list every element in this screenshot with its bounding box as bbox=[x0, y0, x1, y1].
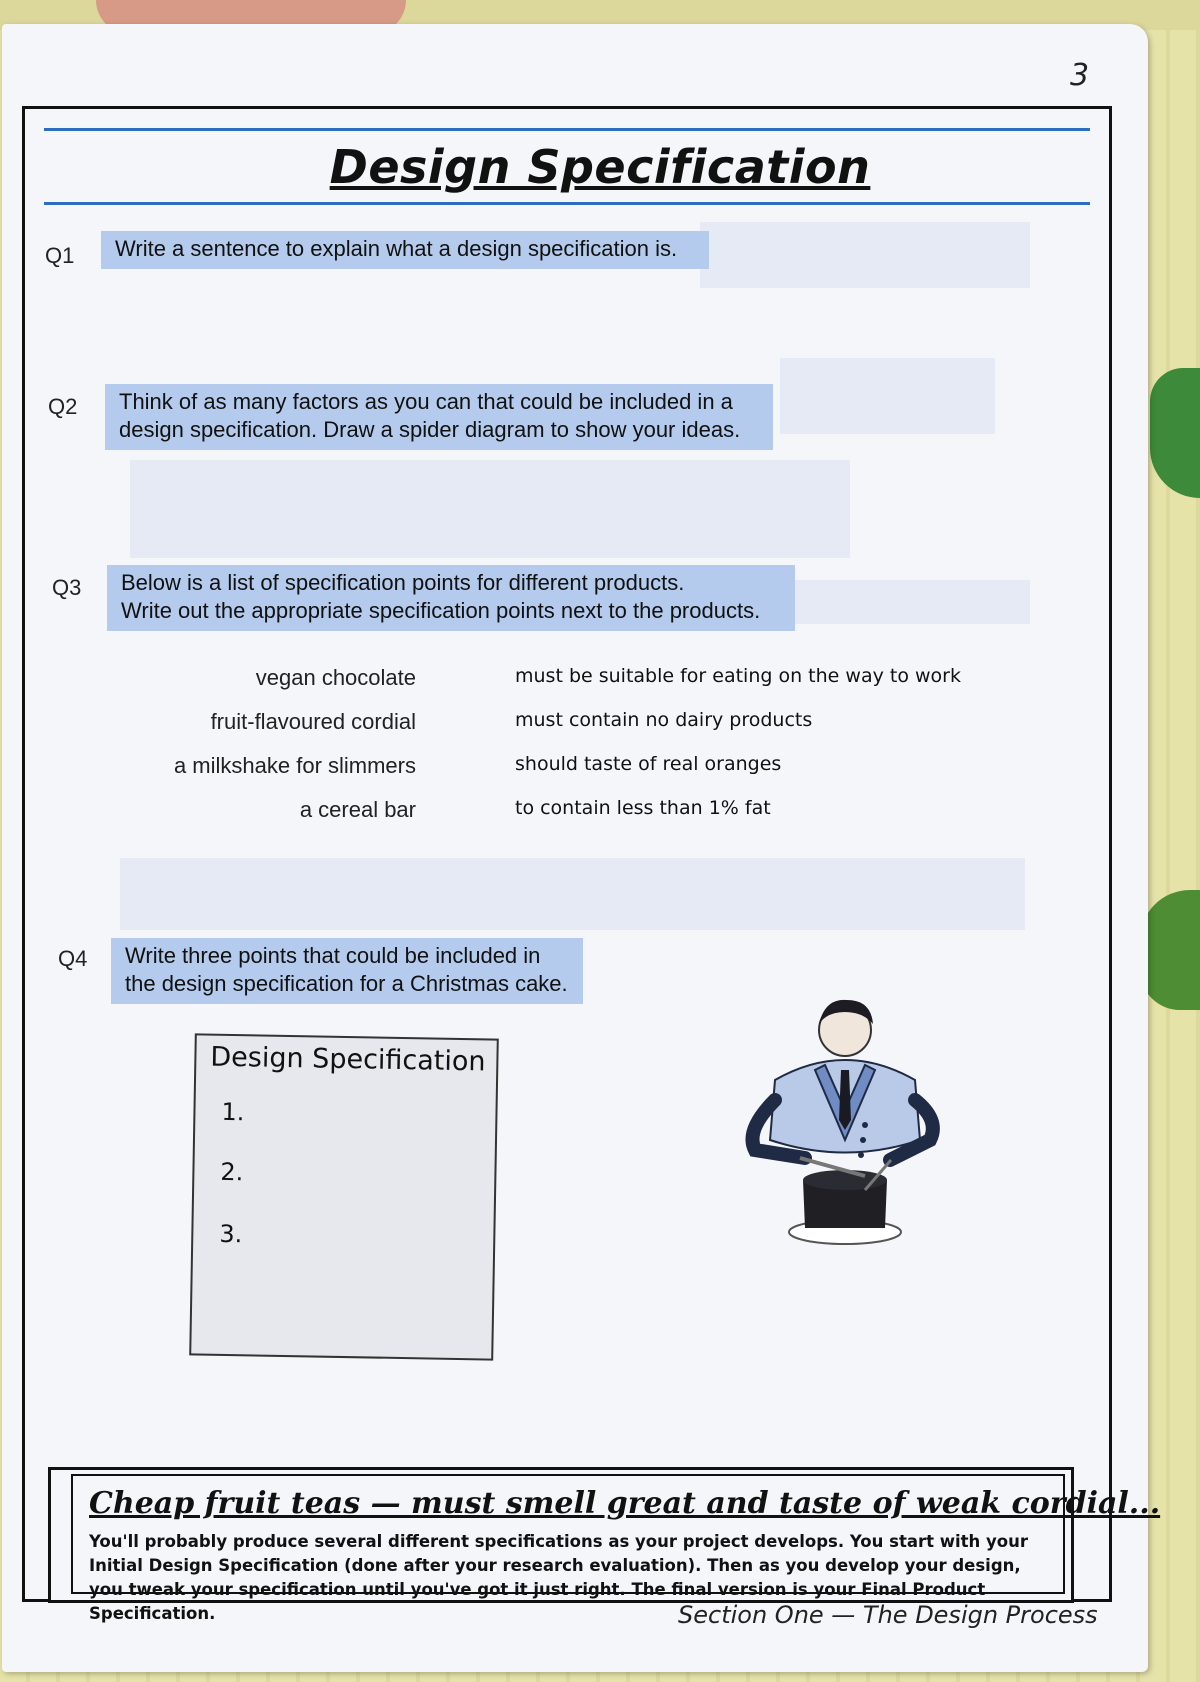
question-number: Q2 bbox=[48, 394, 78, 419]
question-box bbox=[111, 938, 583, 1004]
product-label: fruit-flavoured cordial bbox=[210, 709, 416, 734]
question-number: Q3 bbox=[52, 575, 82, 600]
spec-point: to contain less than 1% fat bbox=[515, 797, 771, 819]
spec-point: must be suitable for eating on the way to work bbox=[515, 665, 961, 687]
question-box bbox=[107, 565, 795, 631]
question-text: Below is a list of specification points for different products. bbox=[121, 570, 685, 595]
question-text: Write a sentence to explain what a design specification is. bbox=[115, 236, 678, 261]
cake-cutting-illustration bbox=[715, 990, 975, 1250]
question-number: Q4 bbox=[58, 946, 88, 971]
spec-point: must contain no dairy products bbox=[515, 709, 813, 731]
page-number: 3 bbox=[1070, 58, 1090, 93]
tip-body: You'll probably produce several different specifications as your project develops. You start with your Initial Design Specification (done after your research evaluation). Then as you develop your design, you tweak your specification until you've got it just right. The final version is your Final Product Specification. bbox=[89, 1532, 1029, 1623]
question-box bbox=[105, 384, 773, 450]
question-text: the design specification for a Christmas cake. bbox=[125, 971, 568, 996]
question-number: Q1 bbox=[45, 243, 75, 268]
page-frame bbox=[22, 106, 1112, 1602]
question-text: Think of as many factors as you can that could be included in a bbox=[119, 389, 733, 414]
card-item: 1. bbox=[221, 1097, 245, 1127]
show-through bbox=[120, 858, 1025, 930]
spec-point: should taste of real oranges bbox=[515, 753, 782, 775]
title-rule-top bbox=[44, 128, 1090, 131]
show-through bbox=[780, 580, 1030, 624]
question-box bbox=[101, 231, 709, 269]
tip-heading: Cheap fruit teas — must smell great and taste of weak cordial... bbox=[89, 1486, 1161, 1521]
card-item: 3. bbox=[219, 1219, 243, 1249]
card-title: Design Specification bbox=[210, 1041, 486, 1078]
show-through bbox=[700, 222, 1030, 288]
question-text: Write out the appropriate specification points next to the products. bbox=[121, 598, 761, 623]
card-item: 2. bbox=[220, 1157, 244, 1187]
answer-card[interactable] bbox=[189, 1033, 499, 1360]
section-footer: Section One — The Design Process bbox=[678, 1601, 1098, 1629]
show-through bbox=[780, 358, 995, 434]
product-label: vegan chocolate bbox=[255, 665, 416, 690]
question-text: design specification. Draw a spider diagram to show your ideas. bbox=[119, 417, 741, 442]
title-rule-bottom bbox=[44, 202, 1090, 205]
product-label: a cereal bar bbox=[299, 797, 416, 822]
page-title: Design Specification bbox=[329, 140, 871, 194]
question-text: Write three points that could be included in bbox=[125, 943, 541, 968]
product-label: a milkshake for slimmers bbox=[173, 753, 416, 778]
show-through bbox=[130, 460, 850, 558]
